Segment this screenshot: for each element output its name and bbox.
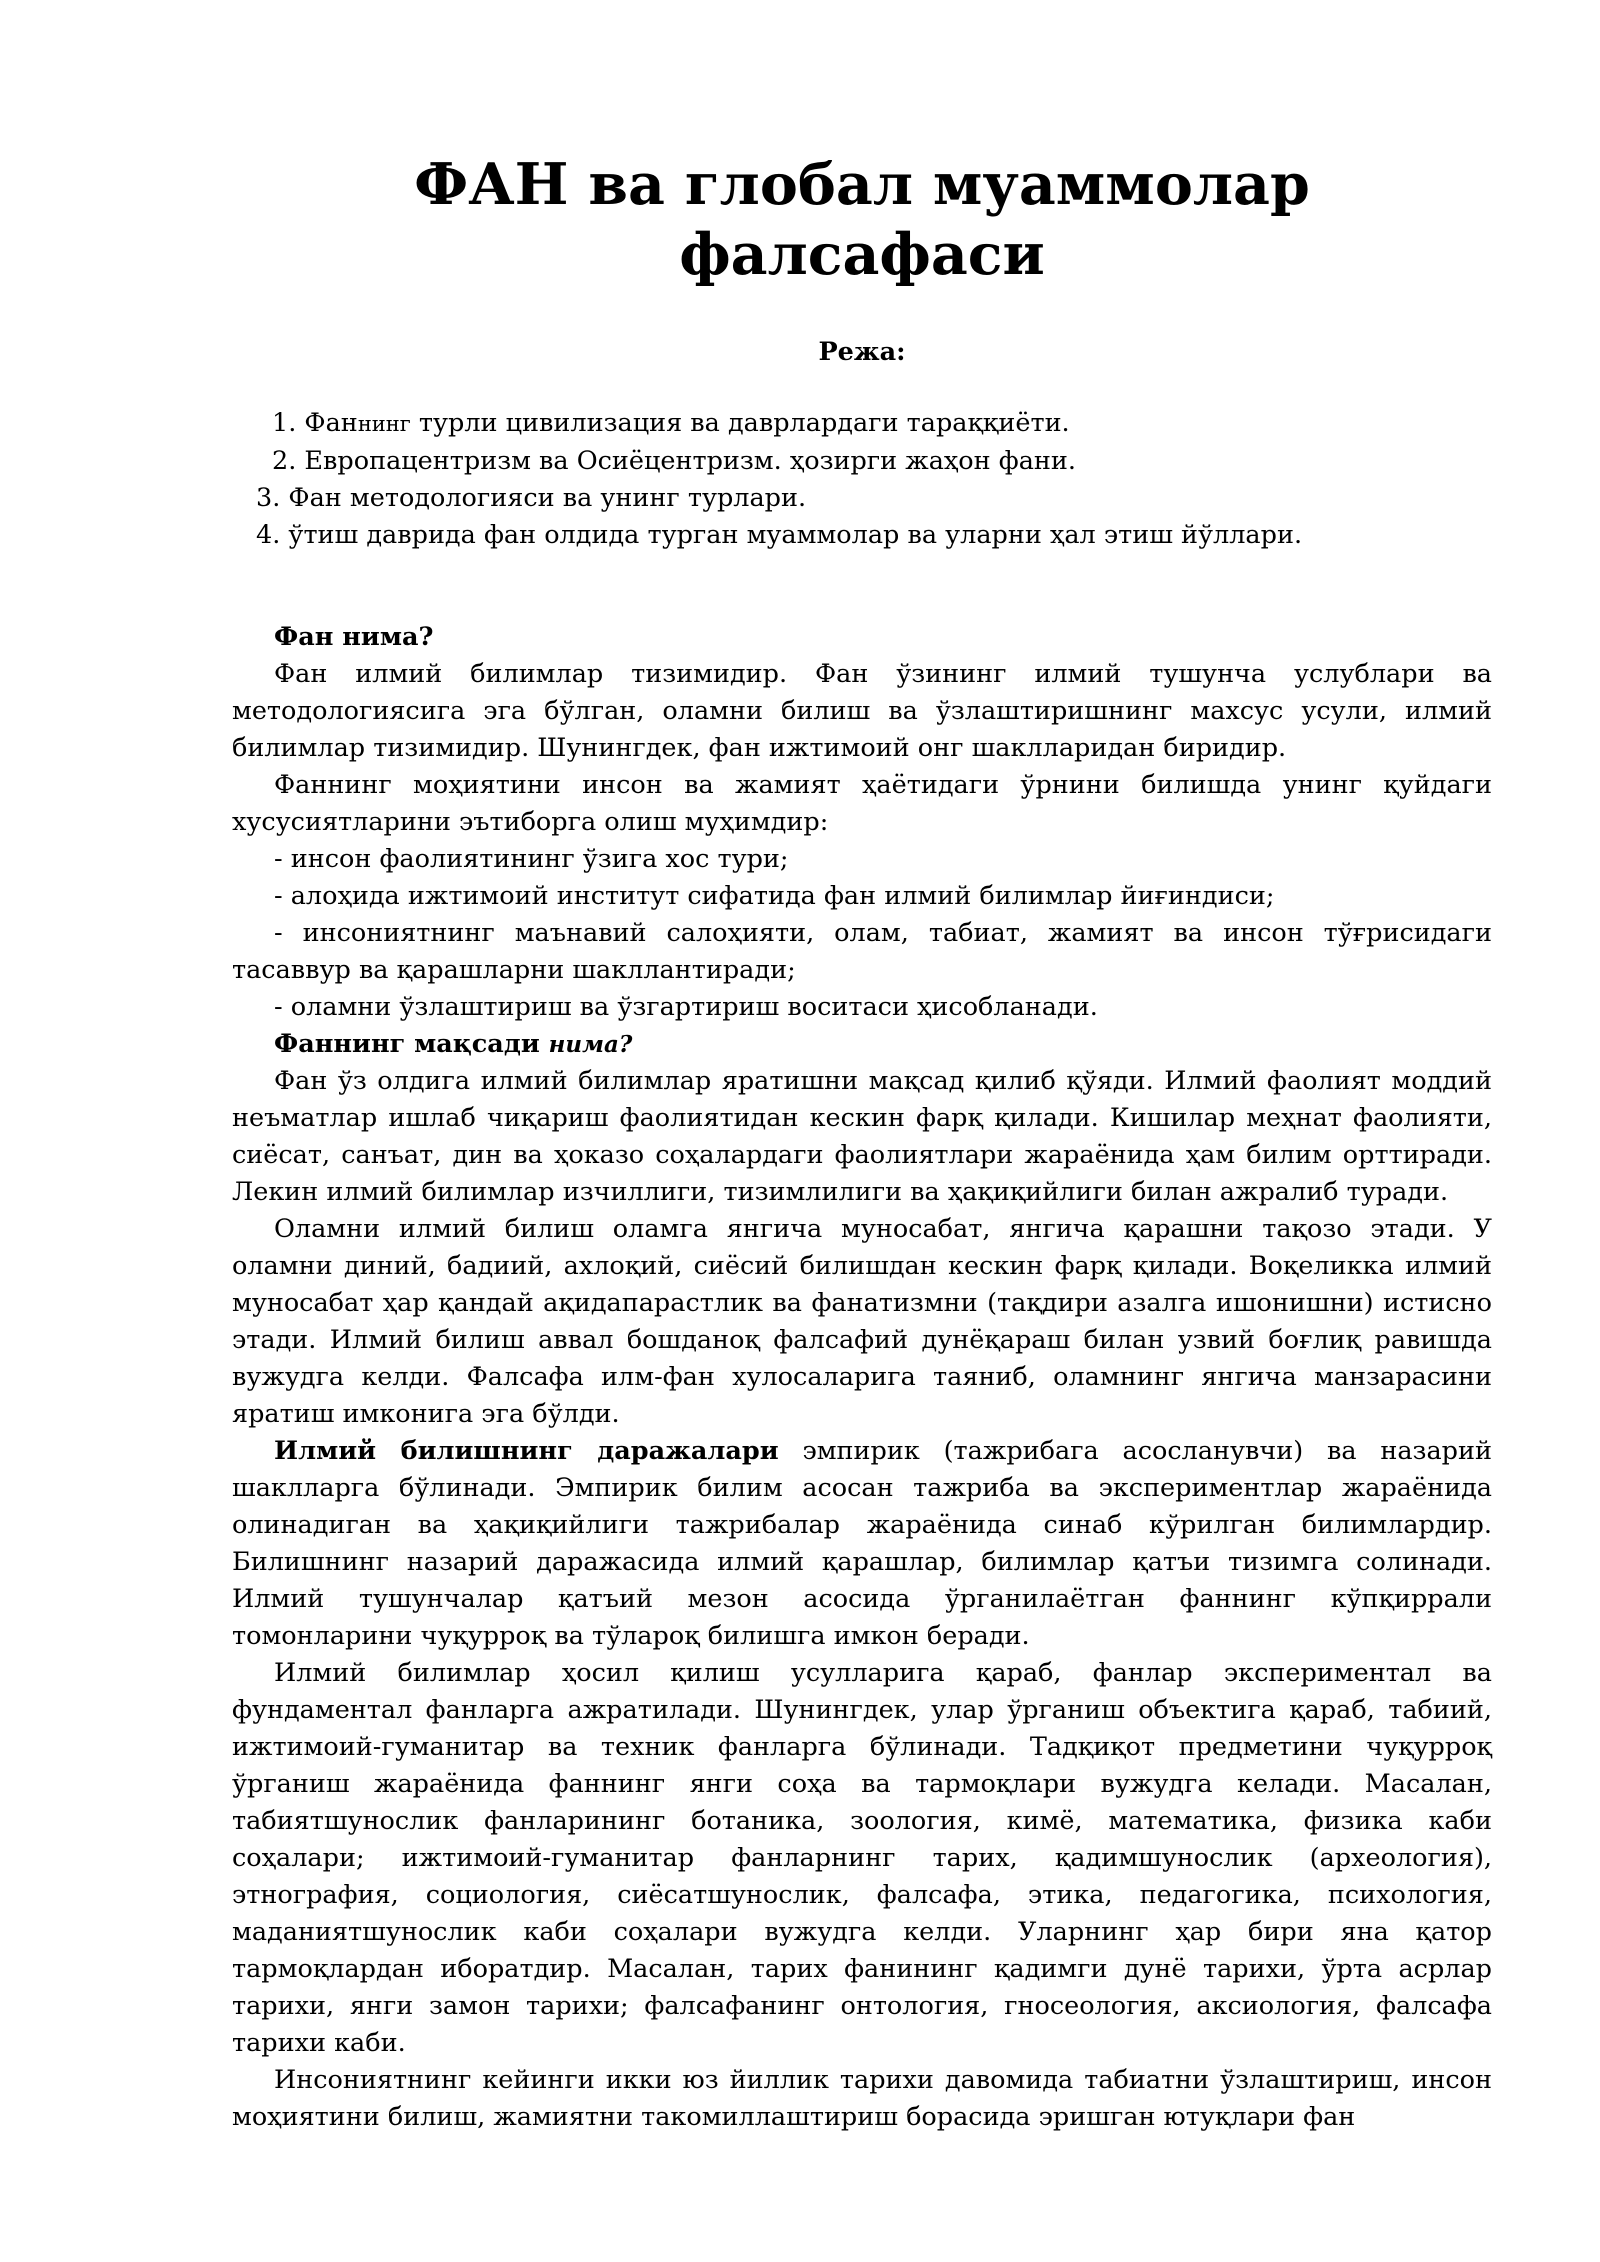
paragraph-5-rest: эмпирик (тажрибага асосланувчи) ва назарий шаклларга бўлинади. Эмпирик билим асосан тажриба ва экспериментлар жараёнида олинадиган ва ҳақиқийлиги тажрибалар жараёнида синаб кўрилган билимлардир. Билишнинг назарий даражасида илмий қарашлар, билимлар қатъи тизимга солинади. Илмий тушунчалар қатъий мезон асосида ўрганилаётган фаннинг кўпқиррали томонларини чуқурроқ ва тўлароқ билишга имкон беради. <box>232 1436 1492 1651</box>
paragraph-2: Фаннинг моҳиятини инсон ва жамият ҳаётидаги ўрнини билишда унинг қуйдаги хусусиятларини эътиборга олиш муҳимдир: <box>232 770 1492 837</box>
plan-item-1-small: нинг <box>357 412 411 436</box>
bullet-2: - алоҳида ижтимоий институт сифатида фан илмий билимлар йиғиндиси; <box>274 881 1275 911</box>
plan-item-2: 2. Европацентризм ва Осиёцентризм. ҳозирги жаҳон фани. <box>272 446 1077 476</box>
paragraph-3: Фан ўз олдига илмий билимлар яратишни мақсад қилиб қўяди. Илмий фаолият моддий неъматлар ишлаб чиқариш фаолиятидан кескин фарқ қилади. Кишилар меҳнат фаолияти, сиёсат, санъат, дин ва ҳоказо соҳалардаги фаолиятлари жараёнида ҳам билим орттиради. Лекин илмий билимлар изчиллиги, тизимлилиги ва ҳақиқийлиги билан ажралиб туради. <box>232 1066 1492 1207</box>
paragraph-6: Илмий билимлар ҳосил қилиш усулларига қараб, фанлар экспериментал ва фундаментал фанларга ажратилади. Шунингдек, улар ўрганиш объектига қараб, табиий, ижтимоий-гуманитар ва техник фанларга бўлинади. Тадқиқот предметини чуқурроқ ўрганиш жараёнида фаннинг янги соҳа ва тармоқлари вужудга келади. Масалан, табиятшунослик фанларининг ботаника, зоология, кимё, математика, физика каби соҳалари; ижтимоий-гуманитар фанларнинг тарих, қадимшунослик (археология), этнография, социология, сиёсатшунослик, фалсафа, этика, педагогика, психология, маданиятшунослик каби соҳалари вужудга келди. Уларнинг ҳар бири яна қатор тармоқлардан иборатдир. Масалан, тарих фанининг қадимги дунё тарихи, ўрта асрлар тарихи, янги замон тарихи; фалсафанинг онтология, гносеология, аксиология, фалсафа тарихи каби. <box>232 1658 1492 2058</box>
section-heading-science-goal <box>232 1026 1492 1063</box>
document-title: ФАН ва глобал муаммолар фалсафаси <box>414 151 1310 288</box>
bullet-1: - инсон фаолиятининг ўзига хос тури; <box>274 844 789 874</box>
paragraph-4: Оламни илмий билиш оламга янгича муносабат, янгича қарашни тақозо этади. У оламни диний, бадиий, ахлоқий, сиёсий билишдан кескин фарқ қилади. Воқеликка илмий муносабат ҳар қандай ақидапарастлик ва фанатизмни (тақдири азалга ишонишни) истисно этади. Илмий билиш аввал бошданоқ фалсафий дунёқараш билан узвий боғлиқ равишда вужудга келди. Фалсафа илм-фан хулосаларига таяниб, оламнинг янгича манзарасини яратиш имконига эга бўлди. <box>232 1214 1492 1429</box>
paragraph-5-bold: Илмий билишнинг даражалари <box>274 1436 779 1466</box>
plan-item-4: 4. ўтиш даврида фан олдида турган муаммолар ва уларни ҳал этиш йўллари. <box>256 520 1303 550</box>
section-heading-what-is-science: Фан нима? <box>274 622 434 652</box>
bullet-3: - инсониятнинг маънавий салоҳияти, олам, табиат, жамият ва инсон тўғрисидаги тасаввур ва қарашларни шакллантиради; <box>232 918 1492 985</box>
plan-item-1-rest: турли цивилизация ва даврлардаги тараққиёти. <box>410 408 1070 438</box>
paragraph-7: Инсониятнинг кейинги икки юз йиллик тарихи давомида табиатни ўзлаштириш, инсон моҳиятини билиш, жамиятни такомиллаштириш борасида эришган ютуқлари фан <box>232 2065 1492 2132</box>
heading-goal-bold: Фаннинг мақсади <box>274 1029 549 1059</box>
plan-item-3: 3. Фан методологияси ва унинг турлари. <box>256 483 807 513</box>
plan-item-1-num: 1. Фан <box>272 408 358 438</box>
heading-goal-italic: нима? <box>548 1031 633 1058</box>
document-body <box>232 619 1492 2136</box>
paragraph-1: Фан илмий билимлар тизимидир. Фан ўзининг илмий тушунча услублари ва методологиясига эга бўлган, оламни билиш ва ўзлаштиришнинг махсус усули, илмий билимлар тизимидир. Шунингдек, фан ижтимоий онг шаклларидан биридир. <box>232 659 1492 763</box>
plan-list <box>232 405 1492 554</box>
plan-title: Режа: <box>818 337 906 367</box>
bullet-4: - оламни ўзлаштириш ва ўзгартириш воситаси ҳисобланади. <box>274 992 1098 1022</box>
plan-item-1 <box>232 405 1492 443</box>
paragraph-5 <box>232 1433 1492 1655</box>
